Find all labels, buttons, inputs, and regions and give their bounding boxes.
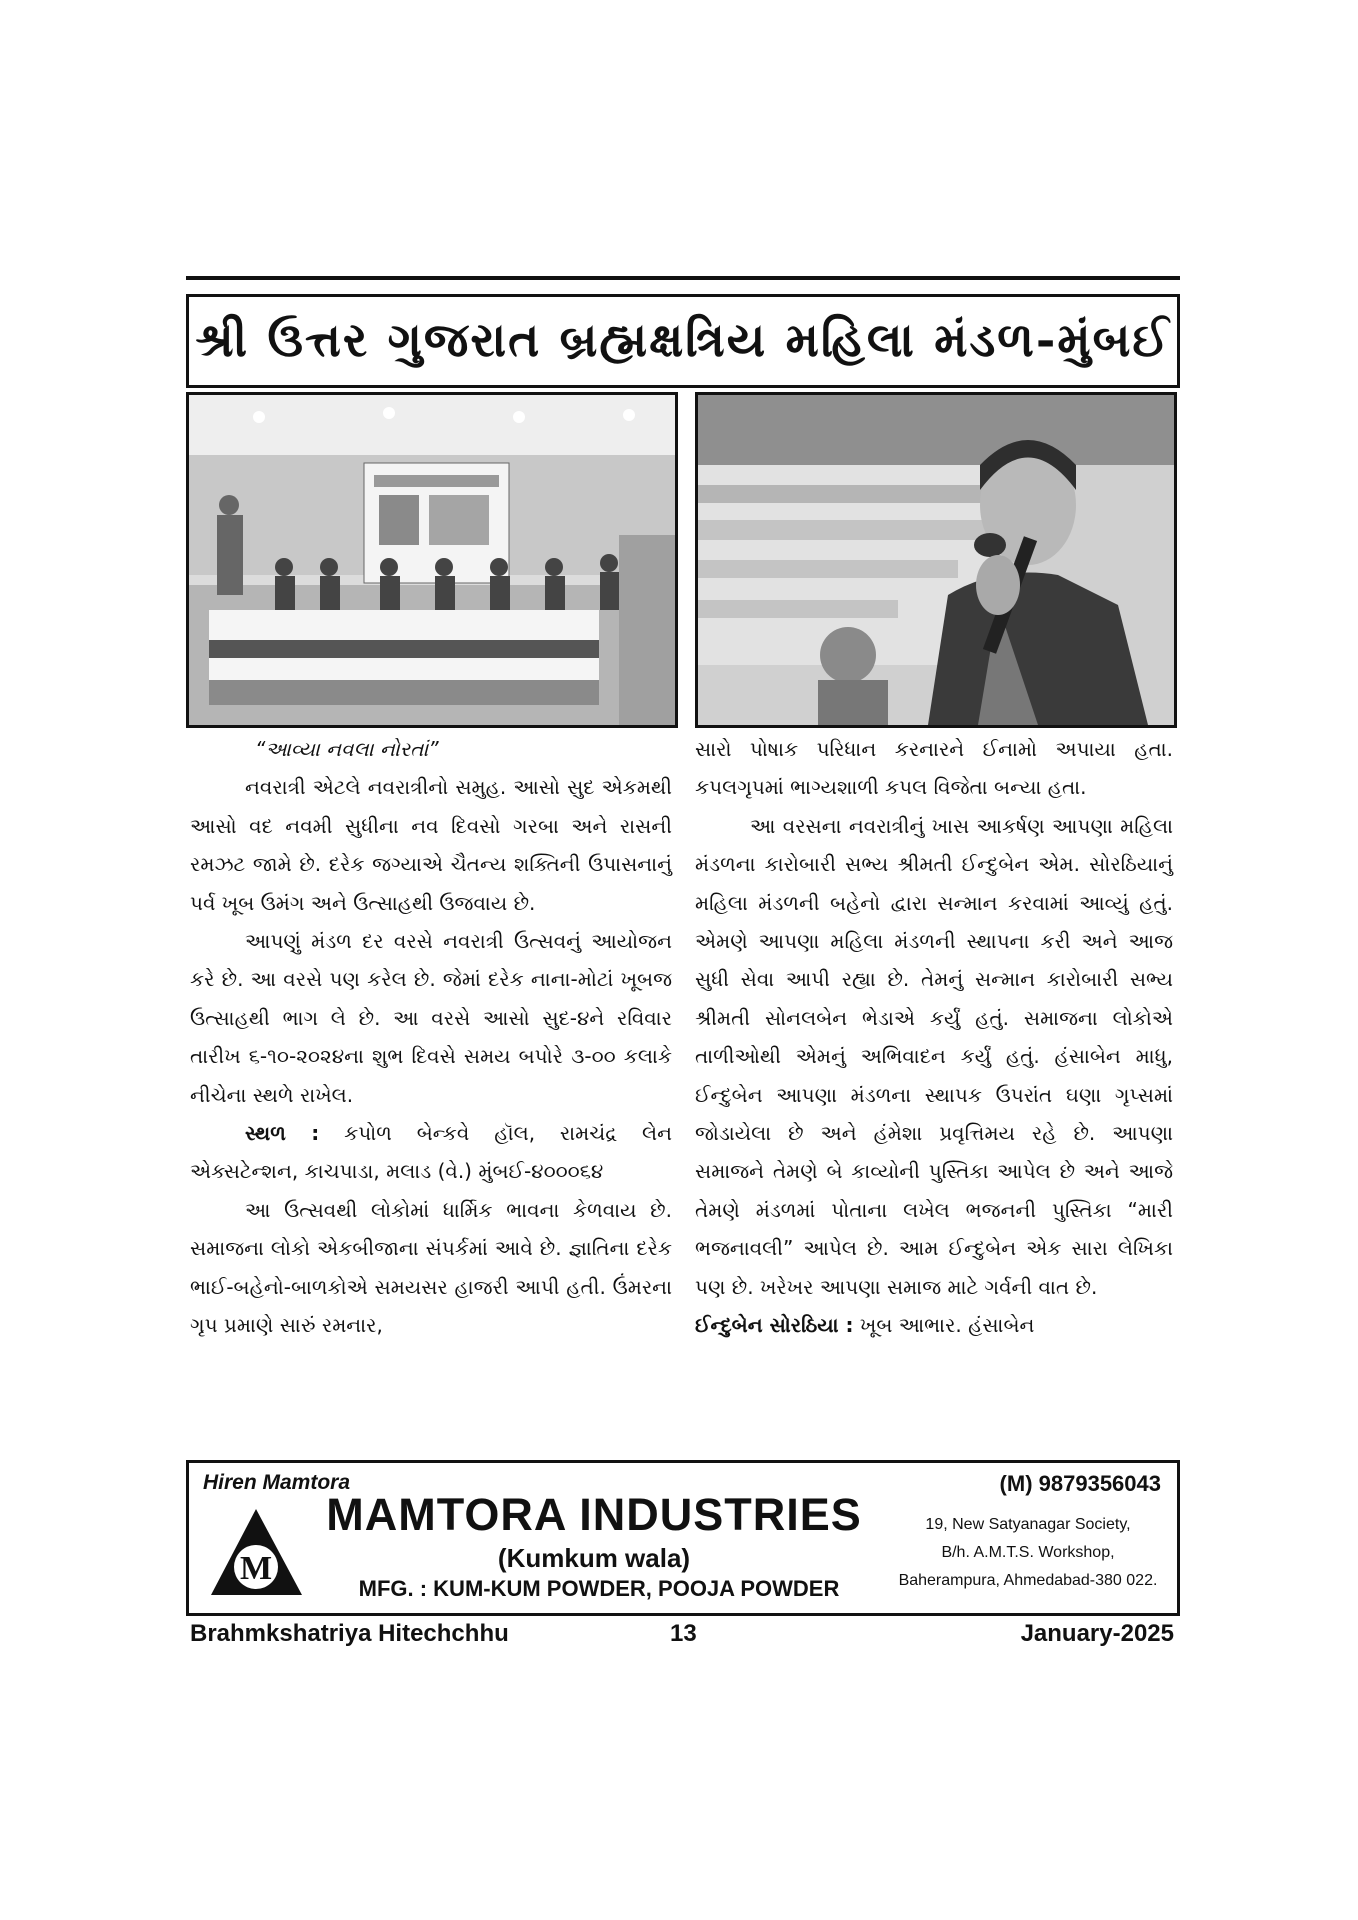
ad-subtitle: (Kumkum wala) — [497, 1543, 691, 1573]
article-paragraph-3: આ ઉત્સવથી લોકોમાં ધાર્મિક ભાવના કેળવાય છે. સમાજના લોકો એકબીજાના સંપર્કમાં આવે છે. જ્ઞાતિના દરેક ભાઈ-બહેનો-બાળકોએ સમયસર હાજરી આપી હતી. ઉંમરના ગૃપ પ્રમાણે સારું રમનાર, — [190, 1197, 672, 1338]
ad-owner-name: Hiren Mamtora — [203, 1471, 351, 1494]
footer-page-number: 13 — [670, 1620, 697, 1647]
ad-company-name: MAMTORA INDUSTRIES — [326, 1489, 862, 1540]
article-closing — [695, 1306, 1173, 1344]
page-title-box — [186, 294, 1180, 388]
article-caption: “આવ્યા નવલા નોરતાં” — [255, 737, 439, 761]
article-paragraph-1: નવરાત્રી એટલે નવરાત્રીનો સમુહ. આસો સુદ એકમથી આસો વદ નવમી સુધીના નવ દિવસો ગરબા અને રાસની રમઝટ જામે છે. દરેક જગ્યાએ ચૈતન્ય શક્તિની ઉપાસનાનું પર્વ ખૂબ ઉમંગ અને ઉત્સાહથી ઉજવાય છે. — [190, 775, 672, 915]
ad-address-line-3: Baherampura, Ahmedabad-380 022. — [898, 1572, 1158, 1589]
header-rule — [186, 276, 1180, 280]
company-logo-icon — [209, 1507, 304, 1597]
ad-address-line-1: 19, New Satyanagar Society, — [925, 1516, 1131, 1533]
ad-address — [893, 1511, 1163, 1595]
page-title: શ્રી ઉત્તર ગુજરાત બ્રહ્મક્ષત્રિય મહિલા મંડળ-મુંબઈ — [195, 313, 1171, 368]
advertisement — [186, 1460, 1180, 1616]
footer-publication: Brahmkshatriya Hitechchhu — [190, 1620, 509, 1647]
venue-label: સ્થળ : — [245, 1121, 320, 1146]
article-paragraph-4: સારો પોષાક પરિધાન કરનારને ઈનામો અપાયા હતા. કપલગૃપમાં ભાગ્યશાળી કપલ વિજેતા બન્યા હતા. — [695, 737, 1173, 800]
event-photo-stage — [186, 392, 678, 728]
ad-address-line-2: B/h. A.M.T.S. Workshop, — [941, 1544, 1115, 1561]
closing-text: ખૂબ આભાર. હંસાબેન — [859, 1313, 1035, 1338]
logo-letter: M — [239, 1550, 273, 1587]
page-footer — [190, 1620, 1174, 1654]
speaker-photo — [695, 392, 1177, 728]
article-paragraph-5: આ વરસના નવરાત્રીનું ખાસ આકર્ષણ આપણા મહિલા મંડળના કારોબારી સભ્ય શ્રીમતી ઈન્દુબેન એમ. સોરઠિયાનું મહિલા મંડળની બહેનો દ્વારા સન્માન કરવામાં આવ્યું હતું. એમણે આપણા મહિલા મંડળની સ્થાપના કરી અને આજ સુધી સેવા આપી રહ્યા છે. તેમનું સન્માન કારોબારી સભ્ય શ્રીમતી સોનલબેન ભેડાએ કર્યું હતું. સમાજના લોકોએ તાળીઓથી એમનું અભિવાદન કર્યું હતું. હંસાબેન માધુ, ઈન્દુબેન આપણા મંડળના સ્થાપક ઉપરાંત ઘણા ગૃપ્સમાં જોડાયેલા છે અને હંમેશા પ્રવૃત્તિમય રહે છે. આપણા સમાજને તેમણે બે કાવ્યોની પુસ્તિકા આપેલ છે અને આજે તેમણે મંડળમાં પોતાના લખેલ ભજનની પુસ્તિકા “મારી ભજનાવલી” આપેલ છે. આમ ઈન્દુબેન એક સારા લેખિકા પણ છે. ખરેખર આપણા સમાજ માટે ગર્વની વાત છે. — [695, 813, 1173, 1299]
footer-issue-date: January-2025 — [1020, 1620, 1174, 1647]
closing-name: ઈન્દુબેન સોરઠિયા : — [695, 1313, 854, 1338]
article-venue — [190, 1114, 672, 1191]
ad-phone: (M) 9879356043 — [999, 1471, 1161, 1496]
article-right-column — [695, 730, 1173, 1345]
venue-text: કપોળ બેન્કવે હૉલ, રામચંદ્ર લેન એક્સટેન્શન, કાચપાડા, મલાડ (વે.) મુંબઈ-૪૦૦૦૬૪ — [190, 1121, 672, 1184]
ad-products: MFG. : KUM-KUM POWDER, POOJA POWDER — [358, 1576, 840, 1601]
article-left-column — [190, 730, 672, 1345]
article-paragraph-2: આપણું મંડળ દર વરસે નવરાત્રી ઉત્સવનું આયોજન કરે છે. આ વરસે પણ કરેલ છે. જેમાં દરેક નાના-મોટાં ખૂબજ ઉત્સાહથી ભાગ લે છે. આ વરસે આસો સુદ-૪ને રવિવાર તારીખ ૬-૧૦-૨૦૨૪ના શુભ દિવસે સમય બપોરે ૩-૦૦ કલાકે નીચેના સ્થળે રાખેલ. — [190, 929, 672, 1107]
